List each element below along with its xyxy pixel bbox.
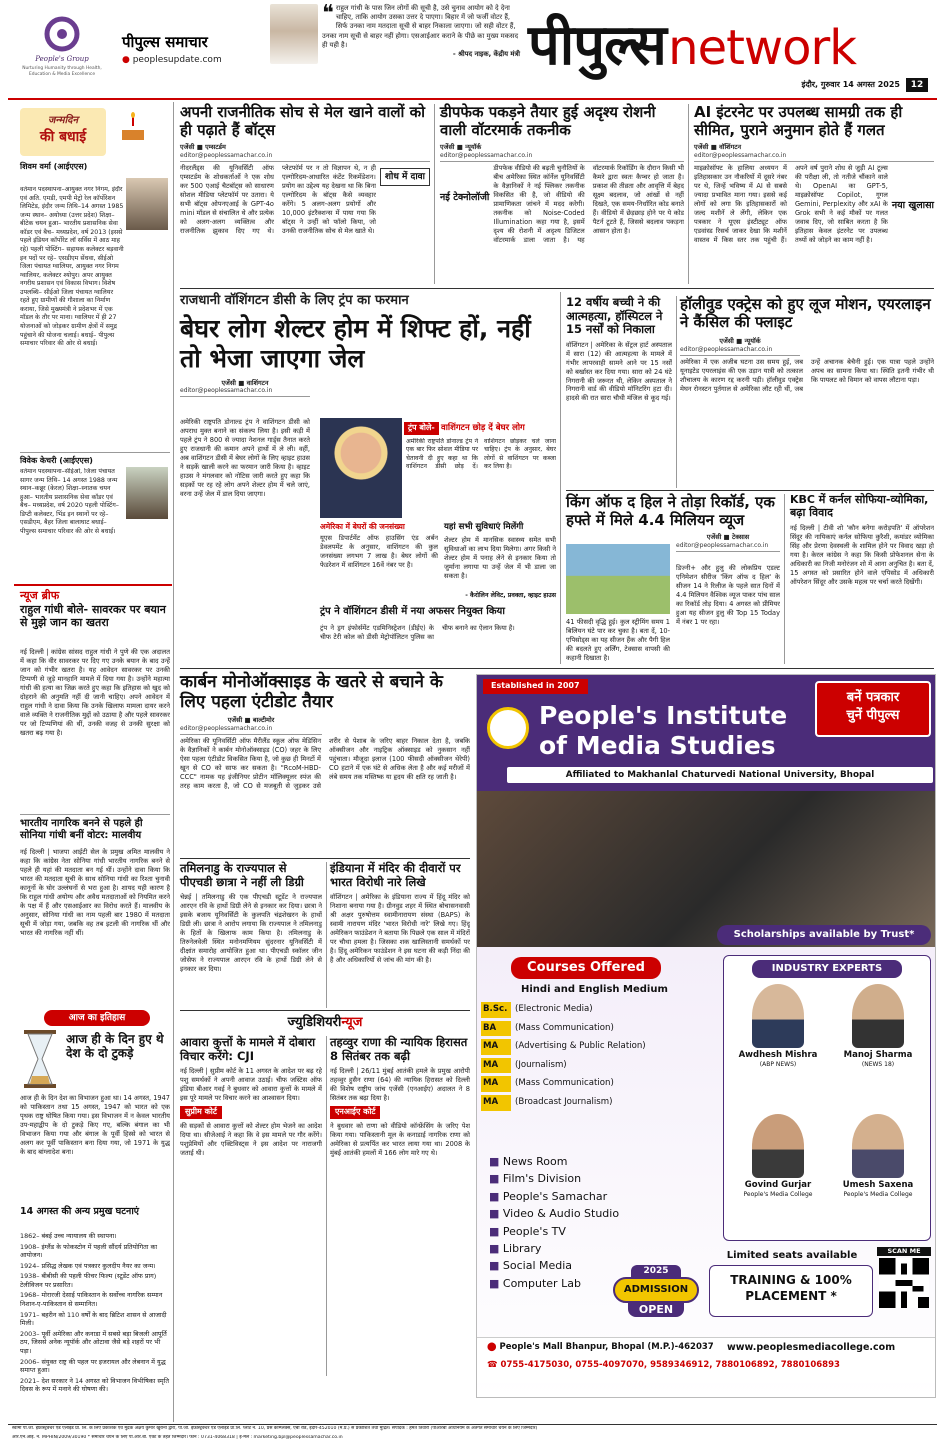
ad-badge-1: बनें पत्रकार (846, 690, 900, 705)
trump-sub-1: अमेरिका में बेघरों की जनसंख्या (320, 522, 405, 531)
judiciary-cji (180, 1036, 322, 1422)
ad-badge (815, 681, 931, 737)
article-ai-byline: एजेंसी ■ वॉशिंगटन (694, 143, 742, 152)
article-koth-body: डिज्नी+ और हुलु की लोकप्रिय एडल्ट एनिमेशन सीरीज 'किंग ऑफ द हिल' के सीजन 14 ने रिलीज के पहले सात दिनों में 4.4 मिलियन वैश्विक व्यूज पाकर पांच साल का रिकॉर्ड तोड़ दिया। 4 अगस्त को प्रीमियर हुआ यह सीजन हुलु की Top 15 Today में नंबर 1 पर रहा। (676, 564, 780, 626)
title-latin: network (668, 20, 857, 76)
article-koth-byline: एजेंसी ■ टेक्सास (706, 533, 750, 542)
article-deepfake-email: editor@peoplessamachar.co.in (440, 152, 684, 162)
article-bots-inset: शोध में दावा (380, 168, 430, 186)
birthday-box (14, 102, 170, 580)
trump-kicker: राजधानी वॉशिंगटन डीसी के लिए ट्रंप का फरमान (180, 293, 409, 308)
trump-email: editor@peoplessamachar.co.in (180, 387, 310, 397)
website[interactable]: www.peoplesmediacollege.com (727, 1342, 896, 1353)
article-co-body: अमेरिका की यूनिवर्सिटी ऑफ मैरीलैंड स्कूल ऑफ मेडिसिन के वैज्ञानिकों ने कार्बन मोनोऑक्साइड (CO) जहर के लिए ऐसा पहला एंटीडोट विकसित किया है, जो कुछ ही मिनटों में खून से CO को साफ कर सकता है। "RcoM-HBD-CCC" नामक यह इंजीनियर प्रोटीन मॉलिक्यूलर स्पंज की तरह काम करता है, जो CO से मजबूती से जुड़कर उसे शरीर से पेशाब के जरिए बाहर निकाल देता है, जबकि ऑक्सीजन और नाइट्रिक ऑक्साइड को नुकसान नहीं पहुंचाता। मौजूदा इलाज (100 फीसदी ऑक्सीजन थेरेपी) CO हटाने में एक घंटे से अधिक लेता है और कई मरीजों में लंबे समय तक मस्तिष्क या हृदय की क्षति रह जाती है। (180, 736, 470, 790)
article-ai-body: माइक्रोसॉफ्ट के हालिया अध्ययन में इतिहासकार उन नौकरियों में दूसरे नंबर पर थे, जिन्हें भविष्य में AI से सबसे ज्यादा प्रभावित माना गया। इससे कई लोगों को लगा कि इतिहासकारों को जल्द मशीनें ले लेंगी, लेकिन एक पत्रकार ने यूएस इंस्टीट्यूट ऑफ एडवांस्ड रिसर्च जाकर देखा कि मशीनें वास्तव में किस स्तर तक पहुंची हैं। अपने वर्ष पुराने शोध से जुड़ी AI टूल्स की परीक्षा ली, तो नतीजे चौंकाने वाले थे। OpenAI का GPT-5, माइक्रोसॉफ्ट Copilot, गूगल Gemini, Perplexity और xAI के Grok सभी ने कई मौकों पर गलत जवाब दिए, जो साबित करता है कि इतिहास केवल इंटरनेट पर उपलब्ध तथ्यों को जोड़ने का काम नहीं है। (694, 164, 888, 244)
facility-item: ■ People's TV (489, 1224, 566, 1238)
judiciary-label-1: ज्युडिशियरी (287, 1015, 342, 1030)
facility-item: ■ Film's Division (489, 1172, 582, 1186)
article-trump (180, 292, 556, 664)
article-deepfake-inset: नई टेक्नोलॉजी (440, 192, 490, 204)
expert-card: Umesh Saxena People's Media College (832, 1114, 924, 1200)
bullet-icon: ■ (489, 1241, 503, 1255)
person-2-profile: वर्तमान पदस्थापना–सीईओ, जिला पंचायत सागर जन्म तिथि– 14 अगस्त 1988 जन्म स्थान–कन्नूर (केरल) शिक्षा–स्नातक चयन हुआ– भारतीय प्रशासनिक सेवा कॉडर एवं बैच– मध्यप्रदेश, वर्ष 2020 पहली पोस्टिंग– डिप्टी कलेक्टर, भिंड इन स्थानों पर रहे– एसडीएम, बैहर जिला बालाघाट बधाई– पीपुल्स समाचार परिवार की ओर से बधाई। (20, 468, 119, 535)
bullet-icon: ■ (489, 1189, 503, 1203)
article-hollywood-byline: एजेंसी ■ न्यूयॉर्क (719, 337, 761, 346)
course-row: MA (Mass Communication) (481, 1076, 717, 1092)
judiciary-rana-tag: एनआईए कोर्ट (330, 1106, 380, 1119)
page-number: 12 (906, 78, 928, 92)
article-deepfake-headline: डीपफेक पकड़ने तैयार हुई अदृश्य रोशनी वाली वॉटरमार्क तकनीक (440, 103, 656, 139)
minister-photo (270, 4, 318, 64)
article-kbc (790, 494, 934, 664)
phones: ☎ 0755-4175030, 0755-4097070, 9589346912, 7880106892, 7880106893 (487, 1360, 840, 1370)
trump-sub-3: ट्रंप ने वॉशिंगटन डीसी में नया अफसर नियुक्त किया (320, 606, 505, 617)
expert-photo (752, 984, 804, 1048)
facility-item: ■ News Room (489, 1155, 568, 1168)
admission-text: ADMISSION (613, 1277, 699, 1303)
dateline: इंदौर, गुरुवार 14 अगस्त 2025 (801, 80, 900, 89)
facility-item: ■ People's Samachar (489, 1189, 608, 1203)
article-bots-byline: एजेंसी ■ एम्सटर्डम (180, 143, 226, 152)
course-row: B.Sc. (Electronic Media) (481, 1002, 717, 1018)
brief-2-body: नई दिल्ली | भाजपा आईटी सेल के प्रमुख अमित मालवीय ने कहा कि कांग्रेस नेता सोनिया गांधी भारतीय नागरिक बनने से पहले ही यहां की मतदाता बन गई थीं। उन्होंने दावा किया कि भारत की मतदाता सूची के साथ सोनिया गांधी का रिश्ता चुनावी कानूनों के घोर उल्लंघनों से भरा हुआ है। शायद यही कारण है कि राहुल गांधी अयोग्य और अवैध मतदाताओं को नियमित करने के पक्ष में हैं और एसआईआर का विरोध करते हैं। मालवीय के अनुसार, सोनिया गांधी का नाम पहली बार 1980 में मतदाता सूची में जोड़ा गया, जबकि वह तब इटली की नागरिक थीं और भारत की नागरिक नहीं थीं। (20, 848, 170, 937)
person-2-name: विवेक केचरी (आईएएस) (20, 456, 93, 465)
history-event: 2003– पूर्वी अमेरिका और कनाडा में सबसे बड़ा बिजली आपूर्ति ठप, जिससे अनेक न्यूयॉर्क और ओटावा जैसे बड़े शहरों पर भी पड़ा। (20, 1329, 167, 1355)
imprint-line-2: आर.एन.आई. नं. MPHIN/2009/30190 * समाचार चयन के लिए पी.आर.बी. एक्ट के तहत जिम्मेदार। फोन : 0731-4068318 | ई-मेल : marketing.bpl@peoplessamachar.co.in (12, 1435, 343, 1440)
scan-label: SCAN ME (877, 1247, 931, 1256)
person-1-profile: वर्तमान पदस्थापना–आयुक्त नगर निगम, इंदौर एवं अति. एमडी, एमपी मेट्रो रेल कॉर्पोरेशन लिमिटेड, इंदौर जन्म तिथि–14 अगस्त 1985 जन्म स्थान– अयोध्या (उत्तर प्रदेश) शिक्षा–बीटेक चयन हुआ– भारतीय प्रशासनिक सेवा कॉडर एवं बैच– मध्यप्रदेश, वर्ष 2013 (इससे पहले इंडियन कॉर्पोरेट लॉ सर्विस में आठ माह रहे) पहली पोस्टिंग– सहायक कलेक्टर बड़वानी इन पदों पर रहे– एसडीएम सेंधवा, सीईओ जिला पंचायत ग्वालियर, आयुक्त नगर निगम ग्वालियर, कलेक्टर श्योपुर। अपर आयुक्त नगरीय प्रशासन एवं विकास विभाग। विशेष उपलब्धि– सीईओ जिला पंचायत ग्वालियर रहते हुए ग्रामीणों की गौशाला का निर्माण कराया, जिसे मुख्यमंत्री ने प्रदेशभर में एक मॉडल के तौर पर माना। ग्वालियर में ही 27 योजनाओं को जोड़कर ग्रामीण क्षेत्रों में समुद्र पहुंचाने की योजना चलाई। बधाई– पीपुल्स समाचार परिवार की ओर से बधाई। (20, 186, 124, 348)
brief-2-headline: भारतीय नागरिक बनने से पहले ही सोनिया गांधी बनीं वोटर: मालवीय (20, 818, 143, 841)
left-column (14, 102, 174, 1422)
trump-sub-2-attribution: - कैरोलिन लेविट, प्रवक्ता, व्हाइट हाउस (465, 592, 556, 599)
imprint-line: स्वामी पी.जी. इंफ्रास्ट्रक्चर एंड एलाइड प्रा. लि. के लिए प्रकाशक एवं मुद्रक अक्षय कुमार खुराना द्वारा, पी.जी. इंफ्रास्ट्रक्चर एंड एलाइड प्रा.लि. प्लॉट नं. 10, प्रेस कॉम्प्लेक्स, एबी रोड, इंदौर-452010 (म.प्र.) से प्रकाशित तथा मुद्रित। संपादक : हेमंत तिवारी (पीआरबी अधिनियम के अंतर्गत समाचार चयन के लिए जिम्मेदार) (12, 1426, 538, 1431)
judiciary-cji-tag: सुप्रीम कोर्ट (180, 1106, 222, 1119)
logo-name: People's Group (35, 55, 89, 63)
article-hollywood-body: अमेरिका में एक अजीब घटना उस समय हुई, जब यूनाइटेड एयरलाइंस की एक उड़ान यात्री को तत्काल शौचालय के कारण रद्द करनी पड़ी। हॉलीवुड एक्ट्रेस मेघन रोनस्टन पुर्तगाल से अमेरिका लौट रही थीं, जब उन्हें अचानक बेचैनी हुई। एक यात्रा पहले उन्होंने अपच का सामना किया था। स्थिति इतनी गंभीर थी कि पायलट को विमान को वापस लौटाना पड़ा। (680, 358, 934, 394)
article-co-byline: एजेंसी ■ बाल्टीमोर (227, 716, 275, 725)
masthead (0, 0, 945, 98)
article-indiana-headline: इंडियाना में मंदिर की दीवारों पर भारत विरोधी नारे लिखे (330, 861, 461, 889)
ad-badge-2: चुनें पीपुल्स (846, 707, 900, 723)
logo-tagline: Nurturing Humanity through Health, Education & Media Excellence (22, 66, 102, 77)
trump-sub-3-body: ट्रंप ने ड्रग इंफोर्समेंट एडमिनिस्ट्रेशन (डीईए) के चीफ टेरी कोल को डीसी मेट्रोपॉलिटन पुलिस का चीफ बनाने का ऐलान किया है। (320, 624, 515, 641)
ad-affiliation: Affiliated to Makhanlal Chaturvedi National University, Bhopal (507, 767, 933, 783)
ad-title-2: of Media Studies (539, 731, 776, 760)
article-bots-email: editor@peoplessamachar.co.in (180, 152, 430, 162)
judiciary-cji-body: नई दिल्ली | सुप्रीम कोर्ट के 11 अगस्त के आदेश पर बढ़ रहे पशु समर्थकों ने अपनी आवाज उठाई। चीफ जस्टिस ऑफ इंडिया बीआर गवई ने बुधवार को आवारा कुत्तों के मामले में इस पूरे मामले पर विचार करने का आश्वासन दिया। (180, 1067, 322, 1102)
placement-1: TRAINING & 100% (730, 1273, 852, 1287)
history-label: आज का इतिहास (44, 1010, 150, 1026)
quote-text: राहुल गांधी के पास जिन लोगों की सूची है, उसे चुनाव आयोग को दे देना चाहिए, ताकि आयोग उसका उत्तर दे पाएगा। बिहार में जो फर्जी वोटर हैं, सिर्फ उनका नाम मतदाता सूची से बाहर निकाला जाएगा। जो सही वोटर हैं, उनका नाम सूची से बाहर नहीं होगा। एसआईआर कराने के पीछे का मुख्य मकसद ही यही है। (322, 4, 519, 49)
history-event: 1938– बीबीसी की पहली फीचर फिल्म (स्टूडेंट ऑफ प्राग) टेलीविजन पर प्रसारित। (20, 1272, 157, 1289)
placement-2: PLACEMENT * (745, 1289, 837, 1304)
ad-lower (477, 947, 936, 1398)
brand-small-title: पीपुल्स समाचार (122, 33, 208, 51)
trump-quote-tag: ट्रंप बोले- (404, 422, 439, 435)
ad-logo-icon (487, 707, 529, 749)
trump-body: अमेरिकी राष्ट्रपति डोनाल्ड ट्रंप ने वाशिंगटन डीसी को अपराध मुक्त बनाने का संकल्प लिया है। इसी कड़ी में पहले ट्रंप ने 800 से ज्यादा नेशनल गार्ड्स तैनात करते हुए राजधानी की कमान अपने हाथों में ले ली। वहीं, अब वाशिंगटन डीसी में बेघर लोगों के लिए व्हाइट हाउस ने सड़कें खाली करने का फरमान जारी किया है। व्हाइट हाउस ने मंगलवार को नोटिस जारी करते हुए कहा कि सड़कों पर रह रहे लोग अपने शेल्टर होम में चले जाएं, वरना उन्हें जेल में डाल दिया जाएगा। (180, 418, 310, 498)
trump-quote-text: वाशिंगटन छोड़ दें बेघर लोग (440, 423, 525, 433)
history-event: 1968– मोरारजी देसाई पाकिस्तान के सर्वोच्च नागरिक सम्मान निशान-ए-पाकिस्तान से सम्मानित। (20, 1291, 163, 1309)
article-deepfake (440, 104, 684, 284)
ad-established: Established in 2007 (483, 679, 588, 694)
article-deepfake-byline: एजेंसी ■ न्यूयॉर्क (440, 143, 482, 152)
judiciary-label-2: न्यूज (341, 1015, 363, 1030)
admission-year: 2025 (631, 1265, 681, 1277)
birthday-heading-2: की बधाई (39, 128, 87, 145)
article-ai (694, 104, 934, 284)
article-hollywood (680, 296, 934, 488)
hourglass-icon (20, 1028, 60, 1090)
history-event: 2006– संयुक्त राष्ट्र की पहल पर इजरायल और लेबनान में युद्ध समाप्त हुआ। (20, 1357, 166, 1375)
ad-contact-bar (477, 1337, 936, 1383)
article-bots-body: नीदरलैंड्स की यूनिवर्सिटी ऑफ एम्सटर्डम के शोधकर्ताओं ने एक शोध कर 500 एआई चैटबॉट्स को साधारण सोशल मीडिया प्लेटफॉर्म पर उतारा। ये सभी बॉट्स ओपनएआई के GPT-4o mini मॉडल से संचालित थे और प्रत्येक को अलग-अलग व्यक्तित्व और राजनीतिक झुकाव दिए गए थे। प्लेटफॉर्म पर न तो विज्ञापन थे, न ही एल्गोरिदम-आधारित कंटेंट रिकमेंडेशन। प्रयोग का उद्देश्य यह देखना था कि बिना एल्गोरिदम के बॉट्स कैसे व्यवहार करेंगे। 5 अलग-अलग प्रयोगों और 10,000 इंटरैक्शन्स में पाया गया कि बॉट्स ने उन्हीं को फॉलो किया, जो उनकी राजनीतिक सोच से मेल खाते थे। (180, 164, 376, 235)
article-hollywood-email: editor@peoplessamachar.co.in (680, 346, 800, 356)
brief-1-body: नई दिल्ली | कांग्रेस सांसद राहुल गांधी ने पुणे की एक अदालत में कहा कि वीर सावरकर पर दिए गए उनके बयान के बाद उन्हें जान को गंभीर खतरा है। यह आवेदन सावरकर पर उनकी टिप्पणी से जुड़े मानहानि मामले में दिया गया है। उन्होंने महात्मा गांधी की हत्या का जिक्र करते हुए कहा कि इतिहास को खुद को दोहराने की अनुमति नहीं दी जानी चाहिए। अपने आवेदन में राहुल गांधी ने दावा किया कि उनके खिलाफ मामला दायर करने वाले व्यक्ति ने राजनीतिक मुद्दों को उठाया है और पहले सावरकर पर जो टिप्पणियां की थीं, उनकी वजह से उनकी सुरक्षा को खतरा बढ़ गया है। (20, 648, 170, 737)
article-koth-headline: किंग ऑफ द हिल ने तोड़ा रिकॉर्ड, एक हफ्ते में मिले 4.4 मिलियन व्यूज (566, 493, 775, 529)
bullet-icon: ■ (489, 1259, 503, 1273)
trump-byline-box (180, 379, 310, 398)
bullet-icon: ■ (489, 1172, 503, 1186)
expert-photo (852, 984, 904, 1048)
facility-item: ■ Library (489, 1241, 542, 1255)
article-kbc-headline: KBC में कर्नल सोफिया-व्योमिका, बढ़ा विवाद (790, 493, 929, 519)
article-nurses (566, 296, 672, 488)
placement-box (709, 1265, 873, 1317)
top-quote (322, 1, 520, 96)
quote-mark-icon: ❝ (322, 1, 334, 26)
facility-item: ■ Computer Lab (489, 1276, 581, 1290)
article-ai-email: editor@peoplessamachar.co.in (694, 152, 934, 162)
history-headline: आज ही के दिन हुए थे देश के दो टुकड़े (66, 1032, 164, 1061)
article-ai-headline: AI इंटरनेट पर उपलब्ध सामग्री तक ही सीमित, पुराने अनुमान होते हैं गलत (694, 103, 903, 139)
history-other-heading: 14 अगस्त की अन्य प्रमुख घटनाएं (20, 1206, 140, 1217)
facility-item: ■ Social Media (489, 1259, 573, 1273)
experts-title: INDUSTRY EXPERTS (752, 960, 902, 978)
judiciary-rana-body: नई दिल्ली | 26/11 मुंबई आतंकी हमले के प्रमुख आरोपी तहव्वुर हुसैन राणा (64) की न्यायिक हिरासत को दिल्ली की विशेष राष्ट्रीय जांच एजेंसी (एनआईए) अदालत ने 8 सितंबर तक बढ़ा दिया है। (330, 1067, 470, 1102)
article-hollywood-headline: हॉलीवुड एक्ट्रेस को हुए लूज मोशन, एयरलाइन ने कैंसिल की फ्लाइट (680, 295, 931, 331)
limited-seats: Limited seats available (726, 1250, 858, 1261)
judiciary-rana (330, 1036, 470, 1422)
article-nurses-headline: 12 वर्षीय बच्ची ने की आत्महत्या, हॉस्पिटल ने 15 नर्सों को निकाला (566, 295, 663, 337)
article-deepfake-body: डीपफेक वीडियो की बढ़ती चुनौतियों के बीच अमेरिका स्थित कॉर्नेल यूनिवर्सिटी के वैज्ञानिकों ने नई फ्लिकर तकनीक विकसित की है, जो वीडियो की प्रामाणिकता जांचने में मदद करेगी। तकनीक को Noise-Coded Illumination कहा गया है, इसमें दृश्य की रोशनी में अदृश्य डिजिटल वॉटरमार्क डाला जाता है। यह वॉटरमार्क रिकॉर्डिंग के दौरान किसी भी कैमरे द्वारा स्वतः कैप्चर हो जाता है। प्रकाश की तीव्रता और आवृत्ति में बेहद सूक्ष्म बदलाव, जो आंखों से नहीं दिखते, एक समय-निर्धारित कोड बनाते हैं। वीडियो में छेड़छाड़ होने पर ये कोड पैटर्न टूटते हैं, जिससे बदलाव पकड़ना आसान होता है। (493, 164, 684, 244)
globe-icon: ● (122, 55, 133, 66)
facility-item: ■ Video & Audio Studio (489, 1207, 620, 1221)
trump-byline: एजेंसी ■ वाशिंगटन (221, 378, 269, 387)
admission-badge (613, 1265, 699, 1339)
trump-headline: बेघर लोग शेल्टर होम में शिफ्ट हों, नहीं तो भेजा जाएगा जेल (180, 313, 531, 374)
ring-logo-icon (42, 14, 82, 54)
expert-card: Govind Gurjar People's Media College (732, 1114, 824, 1200)
bullet-icon: ■ (489, 1276, 503, 1290)
judiciary-rana-body2: ने बुधवार को राणा को वीडियो कॉन्फ्रेंसिंग के जरिए पेश किया गया। पाकिस्तानी मूल के कनाडाई नागरिक राणा को अमेरिका से प्रत्यर्पित कर भारत लाया गया था। 2008 के मुंबई आतंकी हमलों में 166 लोग मारे गए थे। (330, 1121, 470, 1157)
person-1-photo (126, 178, 168, 230)
bullet-icon: ■ (489, 1155, 503, 1168)
ad-title-1: People's Institute (539, 701, 788, 730)
pims-advertisement[interactable] (476, 674, 936, 1398)
history-event: 1924– प्रसिद्ध लेखक एवं पत्रकार कुलदीप नैयर का जन्म। (20, 1261, 156, 1270)
trump-sub-2: यहां सभी सुविधाएं मिलेंगी (444, 522, 524, 532)
judiciary-cji-body2: की सड़कों से आवारा कुत्तों को शेल्टर होम भेजने का आदेश दिया था। सीजेआई ने कहा कि वे इस मामले पर गौर करेंगे। पशुप्रेमियों और एक्टिविस्ट्स ने इस आदेश पर नाराजगी जताई थी। (180, 1121, 322, 1157)
trump-sub-2-body: शेल्टर होम में मानसिक स्वास्थ्य समेत सभी सुविधाओं का लाभ दिया मिलेगा। अगर किसी ने शेल्टर होम में पनाह लेने से इनकार किया तो जुर्माना लगाया या उन्हें जेल में भी डाला जा सकता है। (444, 536, 556, 580)
news-brief-label: न्यूज ब्रीफ (20, 589, 60, 602)
article-koth-email: editor@peoplessamachar.co.in (676, 542, 780, 552)
expert-photo (752, 1114, 804, 1178)
expert-card: Awdhesh Mishra (ABP NEWS) (732, 984, 824, 1070)
birthday-heading-1: जन्मदिन (47, 115, 79, 126)
phone-icon: ☎ (487, 1360, 501, 1370)
bullet-icon: ■ (489, 1224, 503, 1238)
birthday-banner (20, 108, 106, 156)
article-co-antidote (180, 672, 470, 856)
history-event: 1971– बहरीन को 110 वर्षों के बाद ब्रिटिश शासन से आजादी मिली। (20, 1310, 167, 1328)
person-1-name: शिवम वर्मा (आईएएस) (20, 162, 88, 171)
brief-1-headline: राहुल गांधी बोले- सावरकर पर बयान से मुझे जान का खतरा (20, 603, 166, 629)
article-ai-inset: नया खुलासा (891, 200, 934, 212)
article-indiana-body: वॉशिंगटन | अमेरिका के इंडियाना राज्य में हिंदू मंदिर को निशाना बनाया गया है। ग्रीनवुड शहर में स्थित बोचासनवासी श्री अक्षर पुरुषोत्तम स्वामीनारायण संस्था (BAPS) के स्वामी नारायण मंदिर 'भारत विरोधी नारे' लिखे गए। हिंदू अमेरिकन फाउंडेशन ने बताया कि पिछले एक साल में मंदिरों पर चौथा हमला है। जिसका शक खालिस्तानी समर्थकों पर है। हिंदू अमेरिकन फाउंडेशन ने इस घटना की कड़ी निंदा की है और अधिकारियों से जांच की मांग की है। (330, 893, 470, 964)
admission-open: OPEN (628, 1303, 684, 1318)
experts-box (723, 955, 931, 1241)
history-event: 2021– देश सरकार ने 14 अगस्त को विभाजन विभीषिका स्मृति दिवस के रूप में मनाने की घोषणा की। (20, 1376, 169, 1394)
ad-students-photo (477, 791, 936, 947)
cake-icon (118, 110, 148, 144)
article-kbc-body: नई दिल्ली | टीवी शो 'कौन बनेगा करोड़पति' में ऑपरेशन सिंदूर की नायिकाएं कर्नल सोफिया कुरैशी, कमांडर व्योमिका सिंह और प्रेरणा देवस्थली के शामिल होने पर विवाद खड़ा हो गया है। केरल कांग्रेस ने कहा कि किसी प्रोफेशनल सेना के अधिकारी का निजी मनोरंजन शो में आना अनुचित है। बता दें, 15 अगस्त को प्रसारित होने वाले एपिसोड में अधिकारी ऑपरेशन सिंदूर और उसके महत्व पर चर्चा करते दिखेंगी। (790, 523, 934, 586)
peoples-group-logo (16, 14, 108, 94)
trump-sub-1-body: यूएस डिपार्टमेंट ऑफ हाउसिंग एंड अर्बन डेवलपमेंट के अनुसार, वाशिंगटन की कुल जनसंख्या लगभग 7 लाख है। बेघर लोगों की फेडरेशन में वाशिंगटन 16वें नंबर पर है। (320, 534, 438, 569)
ad-header (477, 675, 936, 791)
expert-card: Manoj Sharma (NEWS 18) (832, 984, 924, 1070)
article-koth-body2: 41 फीसदी वृद्धि हुई। कुल स्ट्रीमिंग समय 1 बिलियन घंटे पार कर चुका है। बता दें, 10-एपिसोड्स का यह सीजन हैंक और पैगी हिल की बदलते हुए अर्लिंग, टेक्सास वापसी की कहानी दिखाता है। (566, 618, 670, 662)
article-co-email: editor@peoplessamachar.co.in (180, 725, 322, 735)
article-king-of-the-hill (566, 494, 780, 664)
trump-quote-box (326, 422, 556, 435)
brand-small (122, 32, 272, 66)
judiciary-rana-headline: तहव्वुर राणा की न्यायिक हिरासत 8 सितंबर तक बढ़ी (330, 1035, 468, 1063)
site-link[interactable]: ● peoplesupdate.com (122, 55, 222, 66)
masthead-title (528, 8, 928, 80)
history-event: 1862– बंबई उच्च न्यायालय की स्थापना। (20, 1232, 117, 1240)
location-pin-icon: ⬤ (487, 1342, 500, 1352)
courses-box (481, 957, 717, 1114)
quote-author: - श्रीपद नाइक, केंद्रीय मंत्री (452, 50, 520, 59)
course-row: MA (Broadcast Journalism) (481, 1095, 717, 1111)
history-events (20, 1232, 170, 1396)
title-hindi: पीपुल्स (528, 13, 666, 78)
judiciary-cji-headline: आवारा कुत्तों के मामले में दोबारा विचार करेंगे: CJI (180, 1035, 316, 1063)
qr-code[interactable] (877, 1247, 931, 1321)
person-2-photo (126, 467, 168, 519)
koth-photo (566, 544, 670, 614)
article-tamilnadu-body: चेन्नई | तमिलनाडु की एक पीएचडी स्टूडेंट ने राज्यपाल आरएन रवि के हाथों डिग्री लेने से इनकार कर दिया। छात्रा ने इसके बजाय यूनिवर्सिटी के कुलपति चंद्रशेखरन के हाथों डिग्री ली। छात्रा ने आरोप लगाया कि राज्यपाल ने तमिलनाडु के हितों के खिलाफ काम किया है। तमिलनाडु के तिरुनेलवेली स्थित मनोनमणियम सुंदरनार यूनिवर्सिटी में दीक्षांत समारोह आयोजित हुआ था। पीएचडी स्कॉलर जीन जोसेफ ने राज्यपाल आरएन रवि के हाथों डिग्री लेने से इनकार कर दिया। (180, 893, 322, 973)
judiciary-label (180, 1014, 470, 1032)
courses-subtitle: Hindi and English Medium (521, 983, 668, 995)
article-indiana (330, 862, 470, 1008)
expert-photo (852, 1114, 904, 1178)
bullet-icon: ■ (489, 1207, 503, 1221)
course-row: BA (Mass Communication) (481, 1021, 717, 1037)
article-tamilnadu (180, 862, 322, 1008)
qr-code-icon (879, 1258, 929, 1308)
article-bots (180, 104, 430, 284)
article-bots-headline: अपनी राजनीतिक सोच से मेल खाने वालों को ही पढ़ाते हैं बॉट्स (180, 103, 426, 139)
address: ⬤ People's Mall Bhanpur, Bhopal (M.P.)-462037 (487, 1342, 714, 1352)
article-co-headline: कार्बन मोनोऑक्साइड के खतरे से बचाने के लिए पहला एंटीडोट तैयार (180, 672, 443, 713)
article-tamilnadu-headline: तमिलनाडु के राज्यपाल से पीएचडी छात्रा ने नहीं ली डिग्री (180, 861, 304, 889)
article-nurses-body: वॉशिंगटन | अमेरिका के सेंट्रल हार्ट अस्पताल में सारा (12) की आत्महत्या के मामले में गंभीर लापरवाही सामने आने पर 15 नर्सों को बर्खास्त कर दिया गया। सारा को 24 घंटे निगरानी की जरूरत थी, लेकिन अस्पताल ने निगरानी वार्ड की वीडियो मॉनिटरिंग हटा दी। हादसे की रात सारा चौथी मंजिल से कूद गई। (566, 340, 672, 403)
courses-title: Courses Offered (511, 957, 661, 979)
ad-scholarship: Scholarships available by Trust* (717, 925, 931, 945)
course-row: MA (Advertising & Public Relation) (481, 1039, 717, 1055)
trump-quote-body: अमेरिकी राष्ट्रपति डोनाल्ड ट्रंप ने एक बार फिर सोशल मीडिया पर चेतावनी दी हुए कहा था कि वाशिंगटन डीसी छोड़ दें। वाशिंगटन छोड़कर चले जाना चाहिए। ट्रंप के अनुसार, बेघर लोगों से वाशिंगटन पर कब्जा कर लिया है। (406, 438, 556, 471)
masthead-rule (8, 98, 937, 100)
history-event: 1908– इंग्लैंड के फोकस्टोन में पहली सौंदर्य प्रतियोगिता का आयोजन। (20, 1242, 158, 1260)
history-body: आज ही के दिन देश का विभाजन हुआ था। 14 अगस्त, 1947 को पाकिस्तान तथा 15 अगस्त, 1947 को भारत को एक पृथक राष्ट्र घोषित किया गया। इस विभाजन में न केवल भारतीय उप-महाद्वीप के दो टुकड़े किए गए, बल्कि बंगाल का भी विभाजन किया गया और बंगाल के पूर्वी हिस्से को भारत से अलग कर पूर्वी पाकिस्तान बना दिया गया, जो 1971 के युद्ध के बाद बांग्लादेश बना। (20, 1094, 170, 1156)
course-row: MA (Journalism) (481, 1058, 717, 1074)
